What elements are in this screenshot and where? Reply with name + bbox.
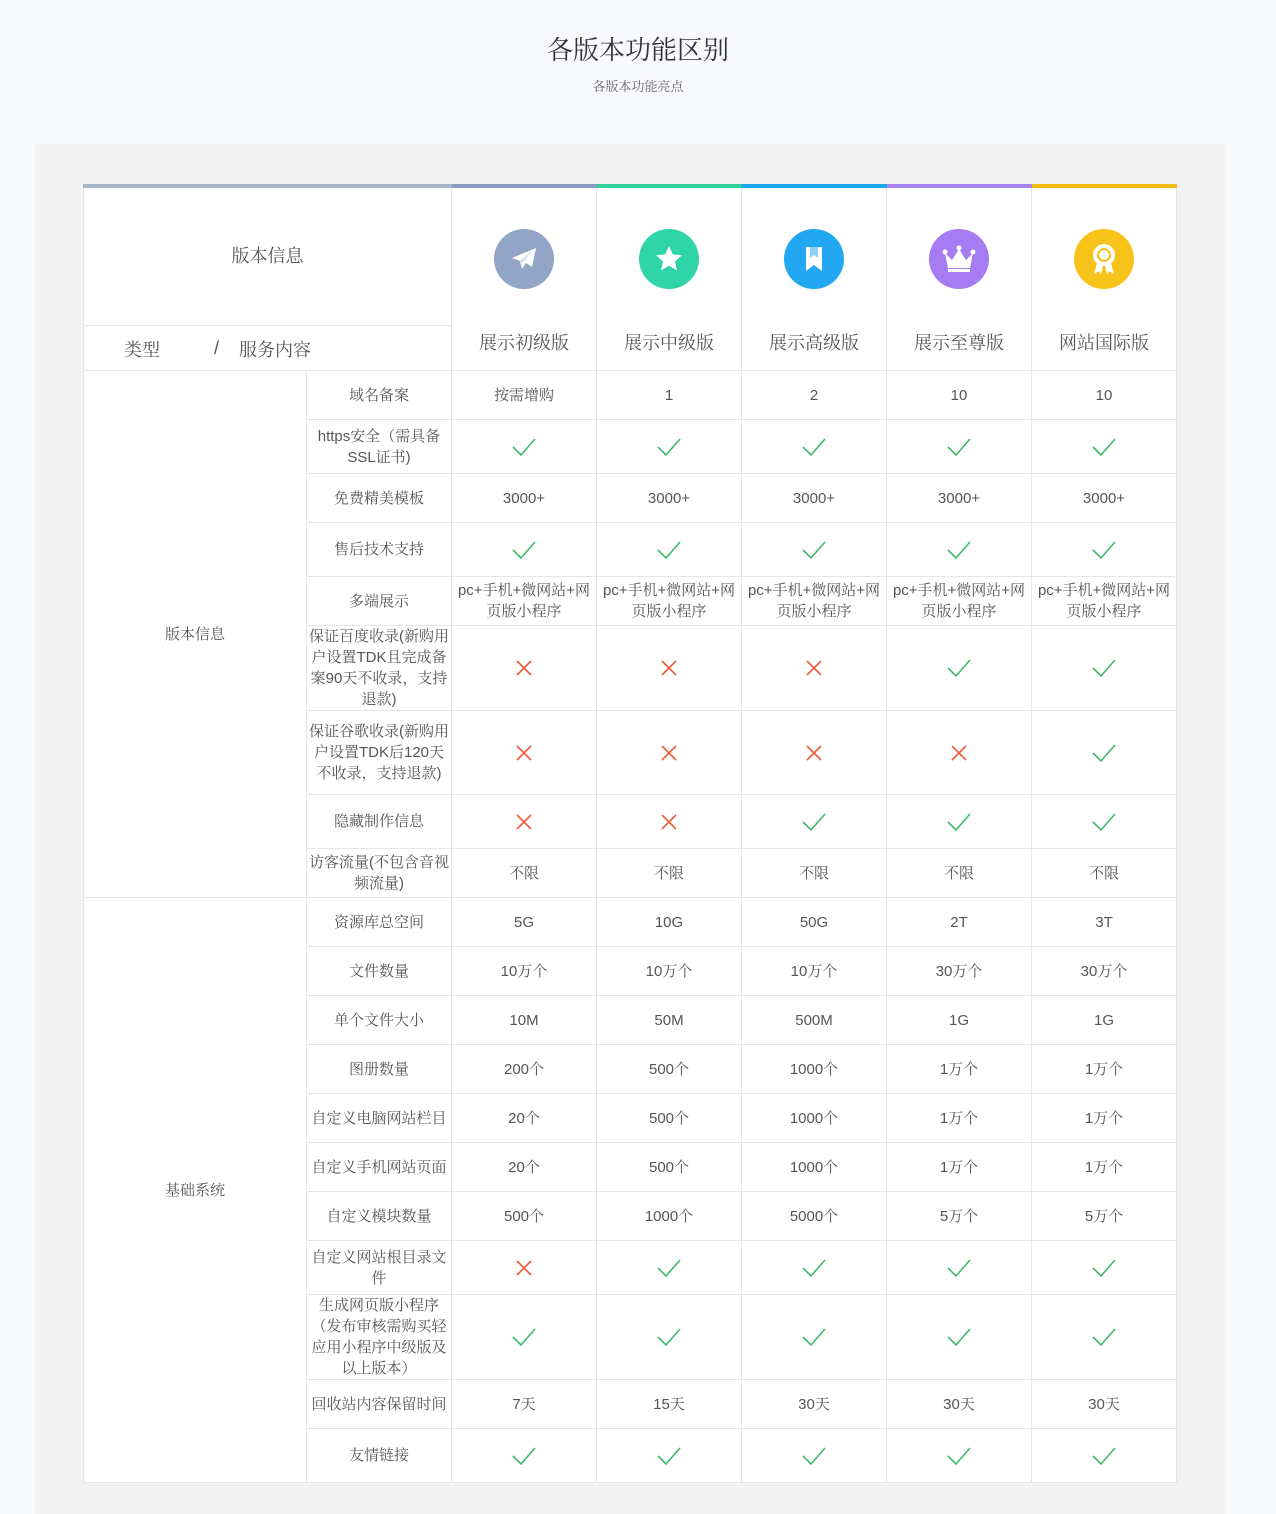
check-icon [887, 1241, 1032, 1295]
feature-name: 回收站内容保留时间 [307, 1380, 452, 1429]
check-icon [1032, 626, 1177, 711]
feature-value: 不限 [597, 849, 742, 898]
check-icon [597, 1241, 742, 1295]
cross-icon [452, 626, 597, 711]
cross-icon [742, 711, 887, 795]
feature-name: https安全（需具备SSL证书) [307, 420, 452, 474]
check-icon [1032, 523, 1177, 577]
table-header-row [84, 186, 1177, 371]
feature-value: 1 [597, 371, 742, 420]
category-cell: 版本信息 [84, 371, 307, 898]
corner-title: 版本信息 [84, 188, 451, 326]
check-icon [597, 420, 742, 474]
feature-value: 不限 [452, 849, 597, 898]
check-icon [597, 523, 742, 577]
cross-icon [452, 1241, 597, 1295]
feature-value: 1G [1032, 996, 1177, 1045]
feature-value: 500个 [597, 1045, 742, 1094]
feature-value: 50G [742, 898, 887, 947]
feature-name: 单个文件大小 [307, 996, 452, 1045]
feature-value: 30万个 [1032, 947, 1177, 996]
feature-value: 7天 [452, 1380, 597, 1429]
feature-value: 30天 [887, 1380, 1032, 1429]
feature-name: 免费精美模板 [307, 474, 452, 523]
feature-value: pc+手机+微网站+网页版小程序 [1032, 577, 1177, 626]
feature-value: 1万个 [1032, 1094, 1177, 1143]
cross-icon [597, 795, 742, 849]
feature-value: 15天 [597, 1380, 742, 1429]
feature-value: 3000+ [597, 474, 742, 523]
feature-value: 500M [742, 996, 887, 1045]
feature-value: pc+手机+微网站+网页版小程序 [597, 577, 742, 626]
feature-value: 1万个 [1032, 1045, 1177, 1094]
feature-name: 访客流量(不包含音视频流量) [307, 849, 452, 898]
feature-value: 5G [452, 898, 597, 947]
feature-value: 2T [887, 898, 1032, 947]
feature-value: 10万个 [597, 947, 742, 996]
feature-value: 不限 [1032, 849, 1177, 898]
feature-name: 多端展示 [307, 577, 452, 626]
feature-name: 隐藏制作信息 [307, 795, 452, 849]
feature-value: 3T [1032, 898, 1177, 947]
feature-value: 10万个 [742, 947, 887, 996]
feature-name: 保证谷歌收录(新购用户设置TDK后120天不收录，支持退款) [307, 711, 452, 795]
feature-name: 自定义电脑网站栏目 [307, 1094, 452, 1143]
header-corner [84, 186, 452, 371]
corner-labels [84, 326, 451, 370]
type-label: 类型 [124, 340, 160, 360]
feature-value: 30万个 [887, 947, 1032, 996]
cross-icon [597, 626, 742, 711]
feature-value: 10G [597, 898, 742, 947]
check-icon [1032, 795, 1177, 849]
feature-value: 1000个 [597, 1192, 742, 1241]
feature-value: 500个 [452, 1192, 597, 1241]
version-name: 展示至尊版 [914, 332, 1004, 353]
check-icon [887, 420, 1032, 474]
cross-icon [452, 795, 597, 849]
feature-value: 1万个 [1032, 1143, 1177, 1192]
check-icon [887, 1429, 1032, 1483]
check-icon [742, 1295, 887, 1380]
check-icon [597, 1429, 742, 1483]
feature-value: 10 [1032, 371, 1177, 420]
version-name: 展示高级版 [769, 332, 859, 353]
feature-value: 5万个 [1032, 1192, 1177, 1241]
feature-name: 资源库总空间 [307, 898, 452, 947]
check-icon [452, 523, 597, 577]
feature-name: 生成网页版小程序（发布审核需购买轻应用小程序中级版及以上版本） [307, 1295, 452, 1380]
feature-value: 不限 [742, 849, 887, 898]
feature-value: 3000+ [1032, 474, 1177, 523]
page-header [0, 0, 1276, 144]
check-icon [452, 1295, 597, 1380]
feature-value: 200个 [452, 1045, 597, 1094]
check-icon [1032, 711, 1177, 795]
feature-value: 10M [452, 996, 597, 1045]
feature-value: 10万个 [452, 947, 597, 996]
check-icon [742, 523, 887, 577]
check-icon [1032, 1241, 1177, 1295]
feature-value: 5万个 [887, 1192, 1032, 1241]
feature-value: 按需增购 [452, 371, 597, 420]
feature-name: 友情链接 [307, 1429, 452, 1483]
feature-value: pc+手机+微网站+网页版小程序 [452, 577, 597, 626]
feature-name: 文件数量 [307, 947, 452, 996]
check-icon [887, 795, 1032, 849]
crown-icon [929, 229, 989, 289]
category-cell: 基础系统 [84, 898, 307, 1483]
feature-value: 1000个 [742, 1045, 887, 1094]
check-icon [1032, 420, 1177, 474]
feature-value: 20个 [452, 1094, 597, 1143]
check-icon [887, 626, 1032, 711]
service-label: 服务内容 [239, 340, 311, 360]
version-name: 展示中级版 [624, 332, 714, 353]
feature-value: 50M [597, 996, 742, 1045]
feature-value: 1000个 [742, 1094, 887, 1143]
feature-name: 图册数量 [307, 1045, 452, 1094]
check-icon [1032, 1295, 1177, 1380]
divider-slash: / [214, 338, 220, 358]
version-comparison-table [83, 184, 1177, 1483]
feature-value: 2 [742, 371, 887, 420]
version-header [597, 186, 742, 371]
feature-value: 10 [887, 371, 1032, 420]
page-title: 各版本功能区别 [546, 35, 729, 65]
feature-value: 3000+ [452, 474, 597, 523]
feature-value: 30天 [742, 1380, 887, 1429]
feature-value: 20个 [452, 1143, 597, 1192]
check-icon [1032, 1429, 1177, 1483]
medal-icon [1074, 229, 1134, 289]
check-icon [742, 1429, 887, 1483]
feature-value: 1G [887, 996, 1032, 1045]
feature-value: 不限 [887, 849, 1032, 898]
feature-name: 自定义模块数量 [307, 1192, 452, 1241]
feature-name: 域名备案 [307, 371, 452, 420]
cross-icon [742, 626, 887, 711]
bookmark-icon [784, 229, 844, 289]
check-icon [742, 420, 887, 474]
version-header [452, 186, 597, 371]
feature-value: 1万个 [887, 1045, 1032, 1094]
version-header [1032, 186, 1177, 371]
feature-value: 30天 [1032, 1380, 1177, 1429]
check-icon [597, 1295, 742, 1380]
check-icon [452, 1429, 597, 1483]
table-row [84, 898, 1177, 947]
feature-name: 保证百度收录(新购用户设置TDK且完成备案90天不收录，支持退款) [307, 626, 452, 711]
cross-icon [887, 711, 1032, 795]
feature-value: 500个 [597, 1143, 742, 1192]
feature-value: 3000+ [887, 474, 1032, 523]
version-name: 展示初级版 [479, 332, 569, 353]
table-row [84, 371, 1177, 420]
cross-icon [597, 711, 742, 795]
check-icon [742, 795, 887, 849]
check-icon [742, 1241, 887, 1295]
feature-value: 1000个 [742, 1143, 887, 1192]
feature-value: 500个 [597, 1094, 742, 1143]
feature-value: 3000+ [742, 474, 887, 523]
cross-icon [452, 711, 597, 795]
feature-value: 1万个 [887, 1094, 1032, 1143]
feature-name: 自定义网站根目录文件 [307, 1241, 452, 1295]
version-name: 网站国际版 [1059, 332, 1149, 353]
check-icon [887, 1295, 1032, 1380]
check-icon [452, 420, 597, 474]
version-header [742, 186, 887, 371]
version-header [887, 186, 1032, 371]
paper-plane-icon [494, 229, 554, 289]
page-subtitle: 各版本功能亮点 [592, 79, 684, 94]
feature-name: 自定义手机网站页面 [307, 1143, 452, 1192]
check-icon [887, 523, 1032, 577]
feature-value: pc+手机+微网站+网页版小程序 [887, 577, 1032, 626]
star-icon [639, 229, 699, 289]
feature-value: 1万个 [887, 1143, 1032, 1192]
feature-value: 5000个 [742, 1192, 887, 1241]
feature-name: 售后技术支持 [307, 523, 452, 577]
feature-value: pc+手机+微网站+网页版小程序 [742, 577, 887, 626]
